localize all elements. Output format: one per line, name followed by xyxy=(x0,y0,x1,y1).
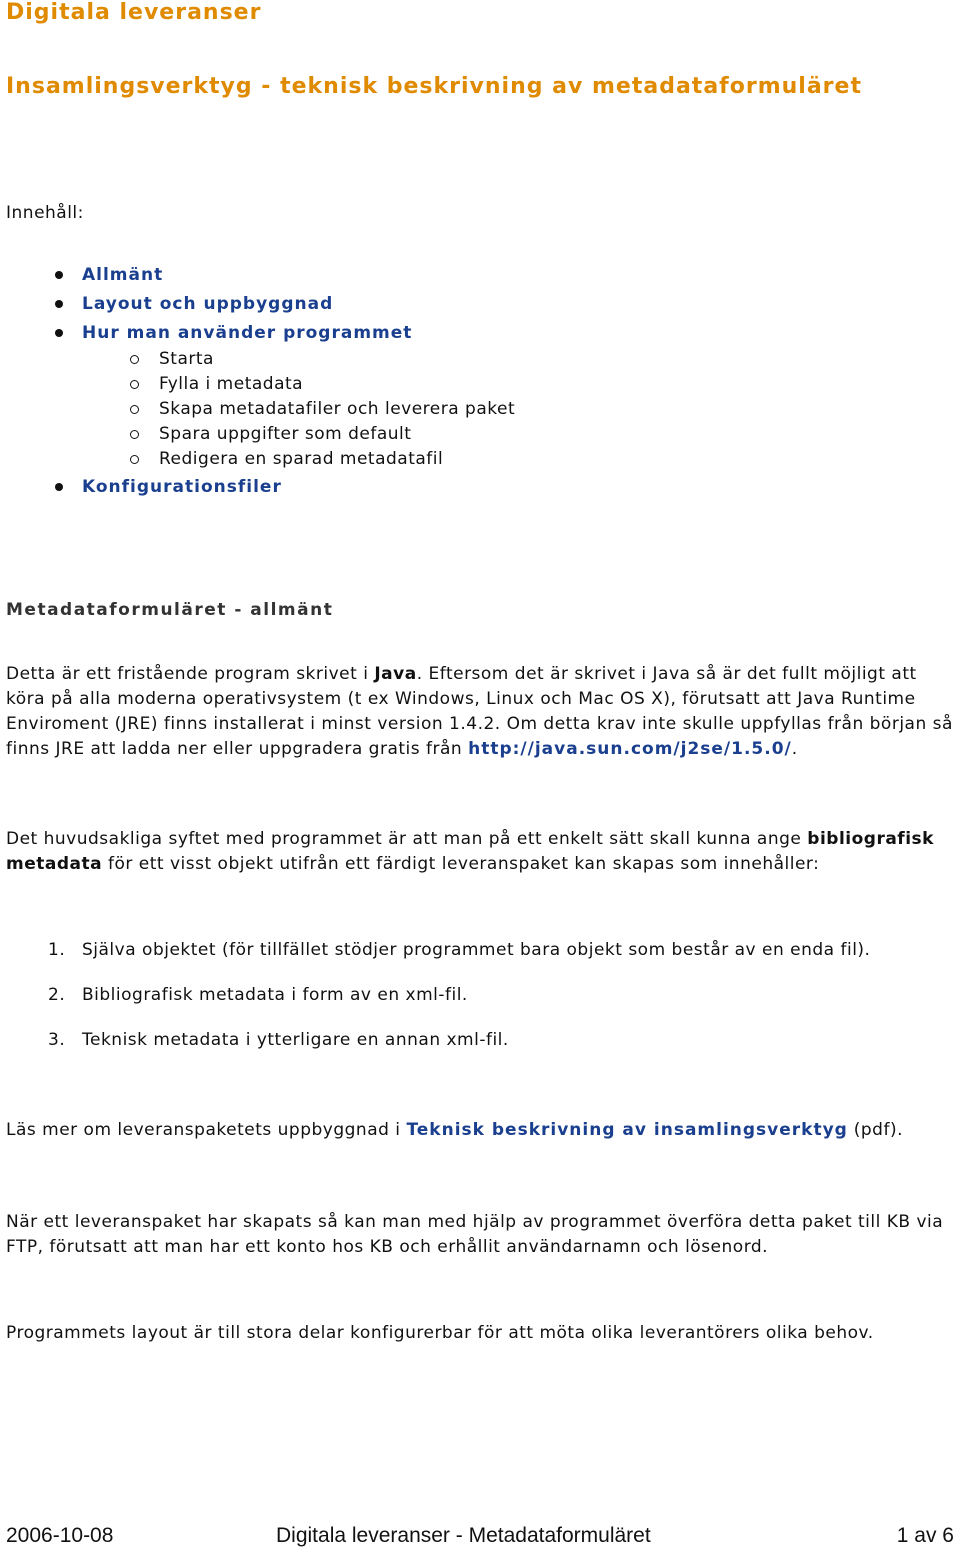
toc-item-hur-man xyxy=(6,318,515,347)
footer-title: Digitala leveranser - Metadataformuläret xyxy=(276,1524,651,1547)
paragraph-ftp: När ett leveranspaket har skapats så kan man med hjälp av programmet överföra detta paket till KB via FTP, förutsatt att man har ett konto hos KB och erhållit användarnamn och lösenord. xyxy=(6,1212,944,1257)
page-footer xyxy=(6,1524,954,1550)
toc-item-konfiguration xyxy=(6,472,515,501)
toc-subitem xyxy=(6,422,515,447)
toc-link-hur-man[interactable]: Hur man använder programmet xyxy=(82,323,413,343)
list-item xyxy=(6,938,954,963)
text: Det huvudsakliga syftet med programmet är att man på ett enkelt sätt skall kunna ange xyxy=(6,829,808,849)
toc-link-allmant[interactable]: Allmänt xyxy=(82,265,164,285)
circle-bullet-icon xyxy=(130,430,139,439)
bold-term: bibliografisk metadata xyxy=(6,829,934,874)
toc-heading: Innehåll: xyxy=(6,203,84,223)
section-heading: Metadataformuläret - allmänt xyxy=(6,600,334,620)
toc-subitem xyxy=(6,397,515,422)
list-number: 3. xyxy=(48,1030,66,1050)
toc-link-layout[interactable]: Layout och uppbyggnad xyxy=(82,294,334,314)
text: . xyxy=(791,739,798,759)
paragraph-read-more xyxy=(6,1115,954,1145)
bullet-icon xyxy=(55,300,63,308)
list-item xyxy=(6,1028,954,1053)
technical-description-link[interactable]: Teknisk beskrivning av insamlingsverktyg xyxy=(406,1120,848,1140)
text: Detta är ett fristående program skrivet i xyxy=(6,664,375,684)
list-text: Bibliografisk metadata i form av en xml-fil. xyxy=(82,985,468,1005)
text: (pdf). xyxy=(847,1120,903,1140)
list-number: 1. xyxy=(48,940,66,960)
toc-item-layout xyxy=(6,289,515,318)
toc-subitem-label: Redigera en sparad metadatafil xyxy=(159,449,444,469)
bullet-icon xyxy=(55,483,63,491)
footer-page-number: 1 av 6 xyxy=(896,1524,954,1547)
text: . Eftersom det är skrivet i Java så är det fullt möjligt att köra på alla moderna operativsystem (t ex Windows, Linux och Mac OS X), förutsatt att Java Runtime Enviroment (JRE) finns installerat i minst version 1.4.2. Om detta krav inte skulle uppfyllas från början så finns JRE att ladda ner eller uppgradera gratis från xyxy=(6,664,953,759)
circle-bullet-icon xyxy=(130,355,139,364)
paragraph-purpose xyxy=(6,827,954,877)
paragraph-layout: Programmets layout är till stora delar konfigurerbar för att möta olika leverantörers olika behov. xyxy=(6,1323,874,1343)
bullet-icon xyxy=(55,329,63,337)
toc-subitem xyxy=(6,447,515,472)
toc-link-konfiguration[interactable]: Konfigurationsfiler xyxy=(82,477,282,497)
list-text: Teknisk metadata i ytterligare en annan xml-fil. xyxy=(82,1030,509,1050)
toc-subitem xyxy=(6,347,515,372)
toc-subitem-label: Starta xyxy=(159,349,214,369)
java-download-link[interactable]: http://java.sun.com/j2se/1.5.0/ xyxy=(468,739,792,759)
circle-bullet-icon xyxy=(130,380,139,389)
toc-subitem-label: Skapa metadatafiler och leverera paket xyxy=(159,399,516,419)
site-title: Digitala leveranser xyxy=(6,0,262,25)
text: Läs mer om leveranspaketets uppbyggnad i xyxy=(6,1120,407,1140)
toc-subitem-label: Fylla i metadata xyxy=(159,374,304,394)
toc-subitem-label: Spara uppgifter som default xyxy=(159,424,412,444)
document-title: Insamlingsverktyg - teknisk beskrivning av metadataformuläret xyxy=(6,74,862,99)
text: för ett visst objekt utifrån ett färdigt leveranspaket kan skapas som innehåller: xyxy=(102,854,820,874)
circle-bullet-icon xyxy=(130,405,139,414)
footer-date: 2006-10-08 xyxy=(6,1524,114,1547)
circle-bullet-icon xyxy=(130,455,139,464)
numbered-list xyxy=(6,938,954,1073)
toc-item-allmant xyxy=(6,260,515,289)
list-number: 2. xyxy=(48,985,66,1005)
toc-subitem xyxy=(6,372,515,397)
java-term: Java xyxy=(374,664,417,684)
list-item xyxy=(6,983,954,1008)
table-of-contents xyxy=(6,260,515,501)
list-text: Själva objektet (för tillfället stödjer programmet bara objekt som består av en enda fil). xyxy=(82,940,871,960)
bullet-icon xyxy=(55,271,63,279)
paragraph-java xyxy=(6,662,954,762)
